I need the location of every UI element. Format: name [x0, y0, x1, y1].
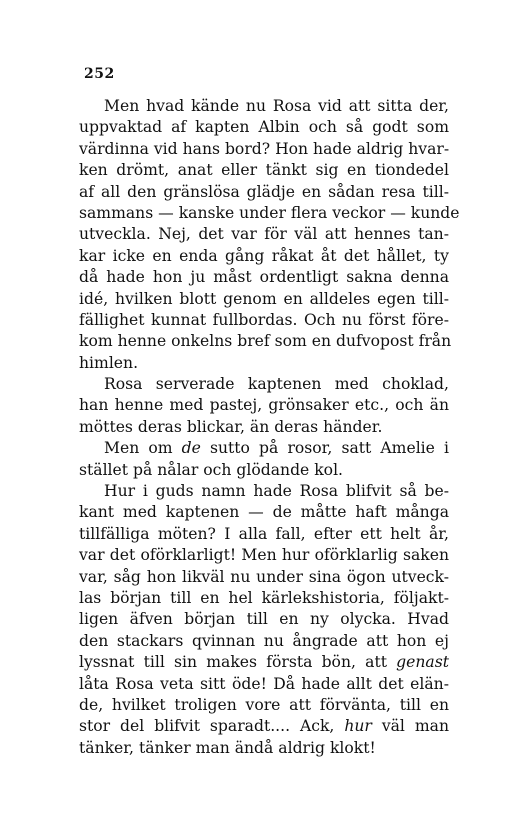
- text-line: då hade hon ju måst ordentligt sakna denna: [79, 268, 449, 287]
- text-line: [79, 652, 449, 673]
- text-line: den stackars qvinnan nu ångrade att hon ej: [79, 631, 449, 650]
- text-line: [79, 438, 449, 459]
- text-line: var det oförklarligt! Men hur oförklarlig saken: [79, 546, 449, 565]
- text-segment: stor del blifvit sparadt.... Ack,: [79, 717, 345, 736]
- text-segment: väl man: [371, 717, 449, 736]
- emphasized-word: de: [181, 439, 201, 458]
- body-text: [79, 96, 460, 759]
- text-line: han henne med pastej, grönsaker etc., och än: [79, 396, 449, 415]
- text-line: var, såg hon likväl nu under sina ögon utveck-: [79, 567, 449, 586]
- text-line: tänker, tänker man ändå aldrig klokt!: [79, 738, 376, 757]
- text-line: tillfälliga möten? I alla fall, efter ett helt år,: [79, 524, 449, 543]
- text-segment: Men om: [104, 439, 182, 458]
- text-line: kom henne onkelns bref som en dufvopost från: [79, 332, 452, 351]
- emphasized-word: genast: [396, 653, 449, 672]
- text-segment: lyssnat till sin makes första bön, att: [79, 653, 397, 672]
- text-line: Rosa serverade kaptenen med choklad,: [104, 375, 449, 394]
- text-line: himlen.: [79, 353, 139, 372]
- text-line: af all den gränslösa glädje en sådan resa till-: [79, 182, 449, 201]
- text-line: stället på nålar och glödande kol.: [79, 460, 344, 479]
- text-line: utveckla. Nej, det var för väl att hennes tan-: [79, 225, 449, 244]
- text-line: kar icke en enda gång råkat åt det hållet, ty: [79, 246, 449, 265]
- text-line: idé, hvilken blott genom en alldeles egen till-: [79, 289, 449, 308]
- text-line: uppvaktad af kapten Albin och så godt som: [79, 118, 449, 137]
- text-line: ken drömt, anat eller tänkt sig en tiondedel: [79, 161, 449, 180]
- text-line: de, hvilket troligen vore att förvänta, till en: [79, 695, 449, 714]
- text-line: möttes deras blickar, än deras händer.: [79, 417, 383, 436]
- text-line: ligen äfven början till en ny olycka. Hvad: [79, 610, 449, 629]
- page-number: 252: [84, 66, 115, 82]
- text-line: fällighet kunnat fullbordas. Och nu först före-: [79, 310, 449, 329]
- emphasized-word: hur: [344, 717, 372, 736]
- text-segment: sutto på rosor, satt Amelie i: [200, 439, 450, 458]
- text-line: låta Rosa veta sitt öde! Då hade allt det elän-: [79, 674, 449, 693]
- text-line: las början till en hel kärlekshistoria, följakt-: [79, 588, 449, 607]
- text-line: kant med kaptenen — de måtte haft många: [79, 503, 449, 522]
- text-line: [79, 716, 449, 737]
- text-line: sammans — kanske under flera veckor — kunde: [79, 203, 460, 222]
- text-line: Men hvad kände nu Rosa vid att sitta der,: [104, 97, 449, 115]
- text-line: Hur i guds namn hade Rosa blifvit så be-: [104, 482, 449, 501]
- text-line: värdinna vid hans bord? Hon hade aldrig hvar-: [79, 139, 450, 158]
